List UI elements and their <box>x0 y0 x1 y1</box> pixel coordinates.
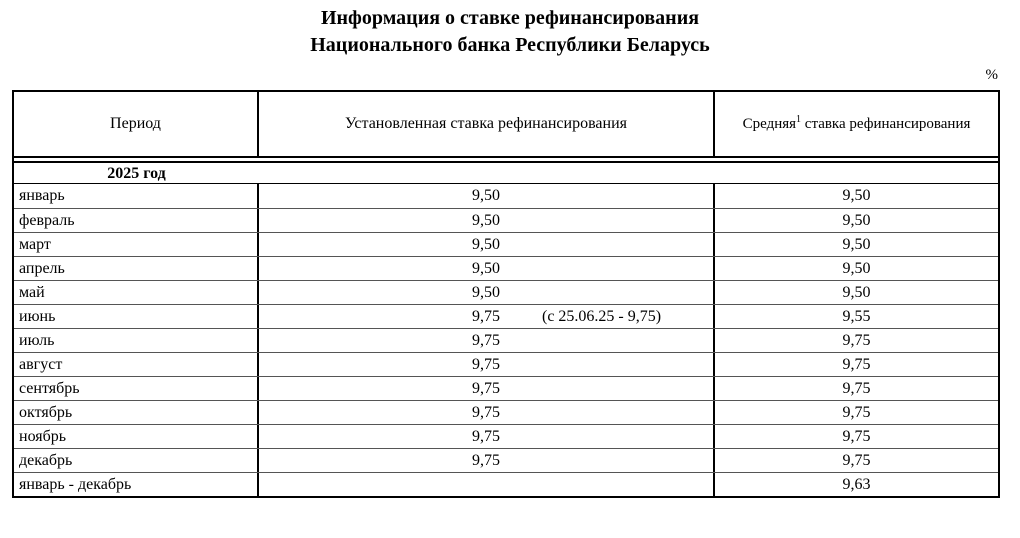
established-rate-cell <box>259 209 715 232</box>
table-row <box>14 328 998 352</box>
established-rate-value: 9,50 <box>472 212 500 229</box>
established-rate-cell <box>259 257 715 280</box>
period-cell: апрель <box>14 257 259 280</box>
average-rate-cell: 9,75 <box>842 428 871 445</box>
established-rate-cell <box>259 449 715 472</box>
established-rate-value: 9,75 <box>472 452 500 469</box>
period-cell: ноябрь <box>14 425 259 448</box>
period-cell: август <box>14 353 259 376</box>
established-rate-cell <box>259 281 715 304</box>
period-cell: февраль <box>14 209 259 232</box>
established-rate-cell <box>259 305 715 328</box>
established-rate-value: 9,75 <box>472 332 500 349</box>
established-rate-cell <box>259 353 715 376</box>
average-rate-cell: 9,50 <box>842 187 871 204</box>
period-cell: июнь <box>14 305 259 328</box>
established-rate-note: (с 25.06.25 - 9,75) <box>542 308 662 325</box>
table-row <box>14 400 998 424</box>
established-rate-cell <box>259 233 715 256</box>
established-rate-value: 9,75 <box>472 308 500 325</box>
table-row <box>14 232 998 256</box>
established-rate-value: 9,75 <box>472 380 500 397</box>
period-cell: март <box>14 233 259 256</box>
established-rate-cell <box>259 329 715 352</box>
established-rate-cell <box>259 401 715 424</box>
table-row <box>14 352 998 376</box>
table-row <box>14 184 998 208</box>
column-header-average-rate <box>715 92 998 156</box>
established-rate-value: 9,50 <box>472 284 500 301</box>
page-title-line1: Информация о ставке рефинансирования <box>320 7 700 29</box>
established-rate-value: 9,50 <box>472 236 500 253</box>
established-rate-cell <box>259 425 715 448</box>
period-cell: январь <box>14 184 259 208</box>
established-rate-cell <box>259 377 715 400</box>
established-rate-value: 9,75 <box>472 428 500 445</box>
table-row <box>14 304 998 328</box>
refinancing-rate-table <box>12 90 1000 498</box>
percent-unit-label: % <box>985 67 998 83</box>
average-rate-cell: 9,63 <box>842 476 871 493</box>
period-cell: сентябрь <box>14 377 259 400</box>
average-rate-cell: 9,50 <box>842 260 871 277</box>
established-rate-value: 9,75 <box>472 404 500 421</box>
table-row <box>14 424 998 448</box>
table-row <box>14 256 998 280</box>
page-title <box>0 0 1020 59</box>
period-cell: декабрь <box>14 449 259 472</box>
table-row <box>14 208 998 232</box>
established-rate-cell <box>259 184 715 208</box>
footnote-marker: 1 <box>796 113 802 125</box>
column-header-period: Период <box>14 92 259 156</box>
period-cell: июль <box>14 329 259 352</box>
established-rate-value: 9,50 <box>472 260 500 277</box>
average-header-text: Средняя$^1$ ставка рефинансирования <box>742 113 971 132</box>
average-rate-cell: 9,55 <box>842 308 871 325</box>
established-rate-value: 9,75 <box>472 356 500 373</box>
average-rate-cell: 9,75 <box>842 452 871 469</box>
established-rate-cell <box>259 473 715 496</box>
table-row <box>14 448 998 472</box>
period-cell: январь - декабрь <box>14 473 259 496</box>
average-rate-cell: 9,50 <box>842 212 871 229</box>
table-row <box>14 280 998 304</box>
column-header-established-rate: Установленная ставка рефинансирования <box>259 92 715 156</box>
page-title-line2: Национального банка Республики Беларусь <box>310 34 710 56</box>
average-rate-cell: 9,75 <box>842 404 871 421</box>
average-rate-cell: 9,50 <box>842 284 871 301</box>
period-cell: май <box>14 281 259 304</box>
average-rate-cell: 9,75 <box>842 356 871 373</box>
table-header-row <box>14 92 998 158</box>
average-rate-cell: 9,50 <box>842 236 871 253</box>
average-rate-cell: 9,75 <box>842 332 871 349</box>
year-section-label: 2025 год <box>107 165 166 182</box>
table-row <box>14 376 998 400</box>
period-cell: октябрь <box>14 401 259 424</box>
table-row <box>14 472 998 496</box>
average-rate-cell: 9,75 <box>842 380 871 397</box>
year-section-row <box>14 163 998 184</box>
established-rate-value: 9,50 <box>472 187 500 204</box>
